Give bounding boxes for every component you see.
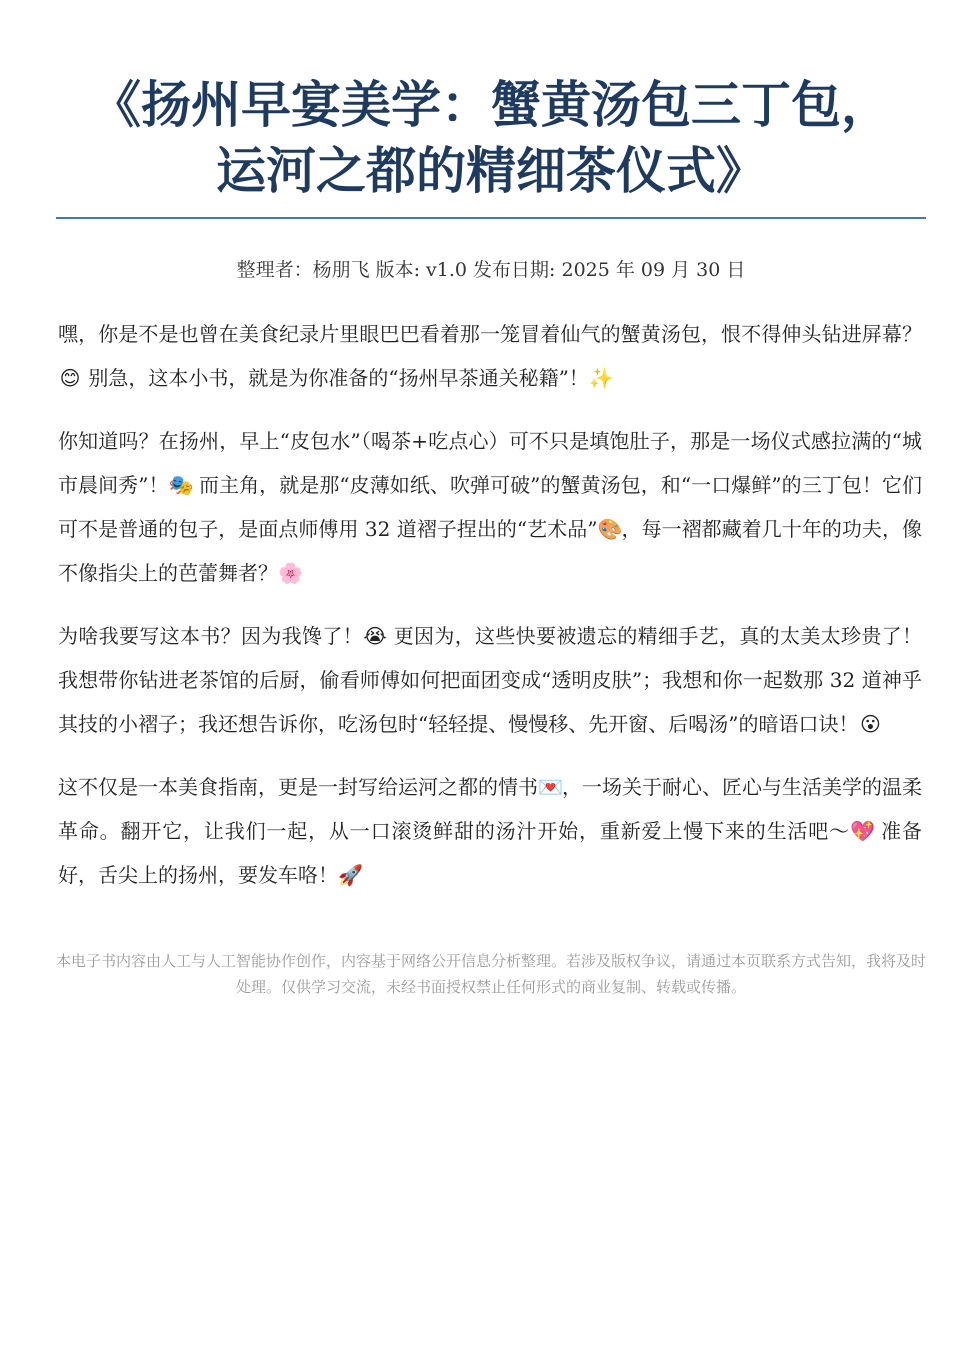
- surprised-face-emoji-icon: 😮: [860, 712, 881, 736]
- crying-face-emoji-icon: 😭: [363, 624, 387, 648]
- paragraph-text: 你知道吗？在扬州，早上“皮包水”（喝茶+吃点心）可不只是填饱肚子，那是一场仪式感拉满的“城市晨间秀”！: [58, 429, 922, 497]
- document-title-line-1: 《扬州早宴美学：蟹黄汤包三丁包，: [91, 76, 891, 134]
- paragraph-text: 为啥我要写这本书？因为我馋了！: [58, 624, 363, 648]
- sparkles-emoji-icon: ✨: [588, 366, 614, 390]
- document-meta: 整理者：杨朋飞 版本: v1.0 发布日期: 2025 年 09 月 30 日: [236, 259, 746, 281]
- document-title: [56, 72, 926, 204]
- paragraph-morning-tea: [58, 419, 922, 595]
- title-divider: [56, 217, 926, 219]
- paragraph-text: 嘿，你是不是也曾在美食纪录片里眼巴巴看着那一笼冒着仙气的蟹黄汤包，恨不得伸头钻进屏幕？: [58, 322, 922, 346]
- document-title-line-2: 运河之都的精细茶仪式》: [216, 142, 766, 200]
- paragraph-text: 别急，这本小书，就是为你准备的“扬州早茶通关秘籍”！: [82, 366, 589, 390]
- paragraph-text: 这不仅是一本美食指南，更是一封写给运河之都的情书: [58, 775, 538, 799]
- paragraph-text: ，每一褶都藏着几十年的功夫，像不像指尖上的芭蕾舞者？: [58, 517, 922, 585]
- paragraph-intro: [58, 312, 922, 400]
- paragraph-text: 而主角，就是那“皮薄如纸、吹弹可破”的蟹黄汤包，和“一口爆鲜”的三丁包！它们可不是普通的包子，是面点师傅用 32 道褶子捏出的“艺术品”: [58, 473, 922, 541]
- paragraph-text: ，一场关于耐心、匠心与生活美学的温柔革命。翻开它，让我们一起，从一口滚烫鲜甜的汤汁开始，重新爱上慢下来的生活吧～: [58, 775, 922, 843]
- rocket-emoji-icon: 🚀: [338, 863, 363, 887]
- blossom-emoji-icon: 🌸: [278, 561, 303, 585]
- sparkling-heart-emoji-icon: 💖: [849, 819, 875, 843]
- paragraph-text: 准备好，舌尖上的扬州，要发车咯！: [58, 819, 923, 887]
- artist-palette-emoji-icon: 🎨: [597, 517, 623, 541]
- paragraph-text: 更因为，这些快要被遗忘的精细手艺，真的太美太珍贵了！我想带你钻进老茶馆的后厨，偷看师傅如何把面团变成“透明皮肤”；我想和你一起数那 32 道神乎其技的小褶子；我还想告诉你，吃汤包时“轻轻提、慢慢移、先开窗、后喝汤”的暗语口诀！: [58, 624, 923, 736]
- copyright-footnote: 本电子书内容由人工与人工智能协作创作，内容基于网络公开信息分析整理。若涉及版权争议，请通过本页联系方式告知，我将及时处理。仅供学习交流，未经书面授权禁止任何形式的商业复制、转载或传播。: [56, 952, 927, 996]
- paragraph-why-write: [58, 614, 922, 746]
- smiling-face-emoji-icon: 😊: [59, 366, 81, 390]
- document-body: [58, 312, 922, 916]
- performing-arts-emoji-icon: 🎭: [168, 473, 194, 497]
- love-letter-emoji-icon: 💌: [538, 775, 563, 799]
- paragraph-love-letter: [58, 765, 922, 897]
